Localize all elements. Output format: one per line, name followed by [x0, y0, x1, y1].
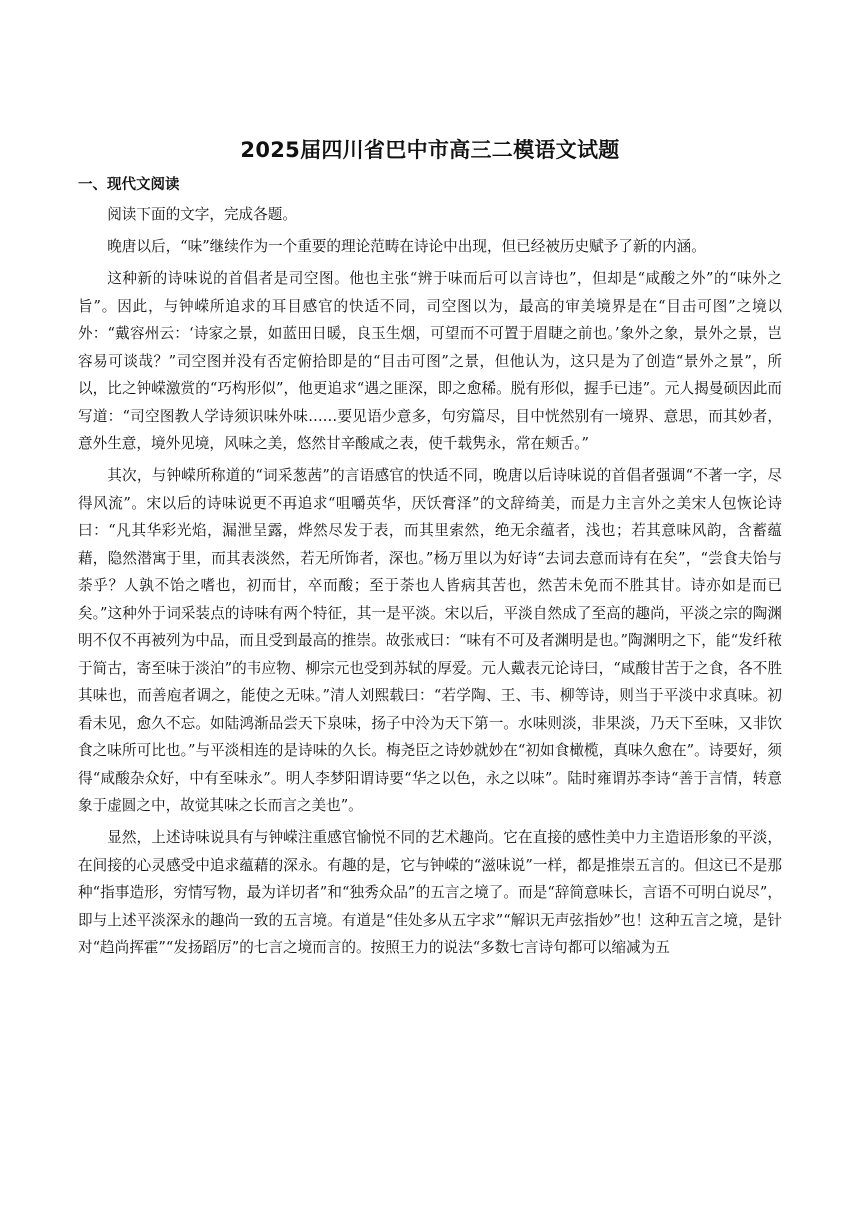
- document-title: 2025届四川省巴中市高三二模语文试题: [240, 138, 620, 162]
- paragraph: 这种新的诗味说的首倡者是司空图。他也主张“辨于味而后可以言诗也”，但却是“咸酸之外”的“味外之旨”。因此，与钟嵘所追求的耳目感官的快适不同，司空图以为，最高的审美境界是在“目击可图”之境以外：“戴容州云：‘诗家之景，如蓝田日暖，良玉生烟，可望而不可置于眉睫之前也。’象外之象，景外之景，岂容易可谈哉？”司空图并没有否定俯拾即是的“目击可图”之景，但他认为，这只是为了创造“景外之景”，所以，比之钟嵘激赏的“巧构形似”，他更追求“遇之匪深，即之愈稀。脱有形似，握手已违”。元人揭曼硕因此而写道：“司空图教人学诗须识味外味……要见语少意多，句穷篇尽，目中恍然别有一境界、意思，而其妙者，意外生意，境外见境，风味之美，悠然甘辛酸咸之表，使千载隽永，常在颊舌。”: [78, 270, 782, 452]
- paragraph: 其次，与钟嵘所称道的“词采葱茜”的言语感官的快适不同，晚唐以后诗味说的首倡者强调“不著一字，尽得风流”。宋以后的诗味说更不再追求“咀嚼英华，厌饫膏泽”的文辞绮美，而是力主言外之美宋人包恢论诗曰：“凡其华彩光焰，漏泄呈露，烨然尽发于表，而其里索然，绝无余蕴者，浅也；若其意味风韵，含蓄蕴藉，隐然潜寓于里，而其表淡然，若无所饰者，深也。”杨万里以为好诗“去词去意而诗有在矣”，“尝食夫饴与荼乎？人孰不饴之嗜也，初而甘，卒而酸；至于荼也人皆病其苦也，然苦未免而不胜其甘。诗亦如是而已矣。”这种外于词采装点的诗味有两个特征，其一是平淡。宋以后，平淡自然成了至高的趣尚，平淡之宗的陶渊明不仅不再被列为中品，而且受到最高的推崇。故张戒曰：“味有不可及者渊明是也。”陶渊明之下，能“发纤秾于简古，寄至味于淡泊”的韦应物、柳宗元也受到苏轼的厚爱。元人戴表元论诗曰，“咸酸甘苦于之食，各不胜其味也，而善庖者调之，能使之无味。”清人刘熙载曰：“若学陶、王、韦、柳等诗，则当于平淡中求真味。初看未见，愈久不忘。如陆鸿渐品尝天下泉味，扬子中泠为天下第一。水味则淡，非果淡，乃天下至味，又非饮食之味所可比也。”与平淡相连的是诗味的久长。梅尧臣之诗妙就妙在“初如食橄榄，真味久愈在”。诗要好，须得“咸酸杂众好，中有至味永”。明人李梦阳谓诗要“华之以色，永之以味”。陆时雍谓苏李诗“善于言情，转意象于虚圆之中，故觉其味之长而言之美也”。: [78, 467, 782, 814]
- paragraph: 晚唐以后，“味”继续作为一个重要的理论范畴在诗论中出现，但已经被历史赋予了新的内涵。: [107, 238, 706, 255]
- paragraph: 显然，上述诗味说具有与钟嵘注重感官愉悦不同的艺术趣尚。它在直接的感性美中力主造语形象的平淡，在间接的心灵感受中追求蕴藉的深永。有趣的是，它与钟嵘的“滋味说”一样，都是推崇五言的。但这已不是那种“指事造形，穷情写物，最为详切者”和“独秀众品”的五言之境了。而是“辞简意味长，言语不可明白说尽”，即与上述平淡深永的趣尚一致的五言境。有道是“佳处多从五字求”“解识无声弦指妙”也！这种五言之境，是针对“趋尚挥霍”“发扬蹈厉”的七言之境而言的。按照王力的说法“多数七言诗句都可以缩减为五: [78, 829, 782, 956]
- document-body: [78, 201, 782, 962]
- section-heading: 一、现代文阅读: [78, 177, 180, 193]
- paragraph-instruction: 阅读下面的文字，完成各题。: [107, 206, 297, 223]
